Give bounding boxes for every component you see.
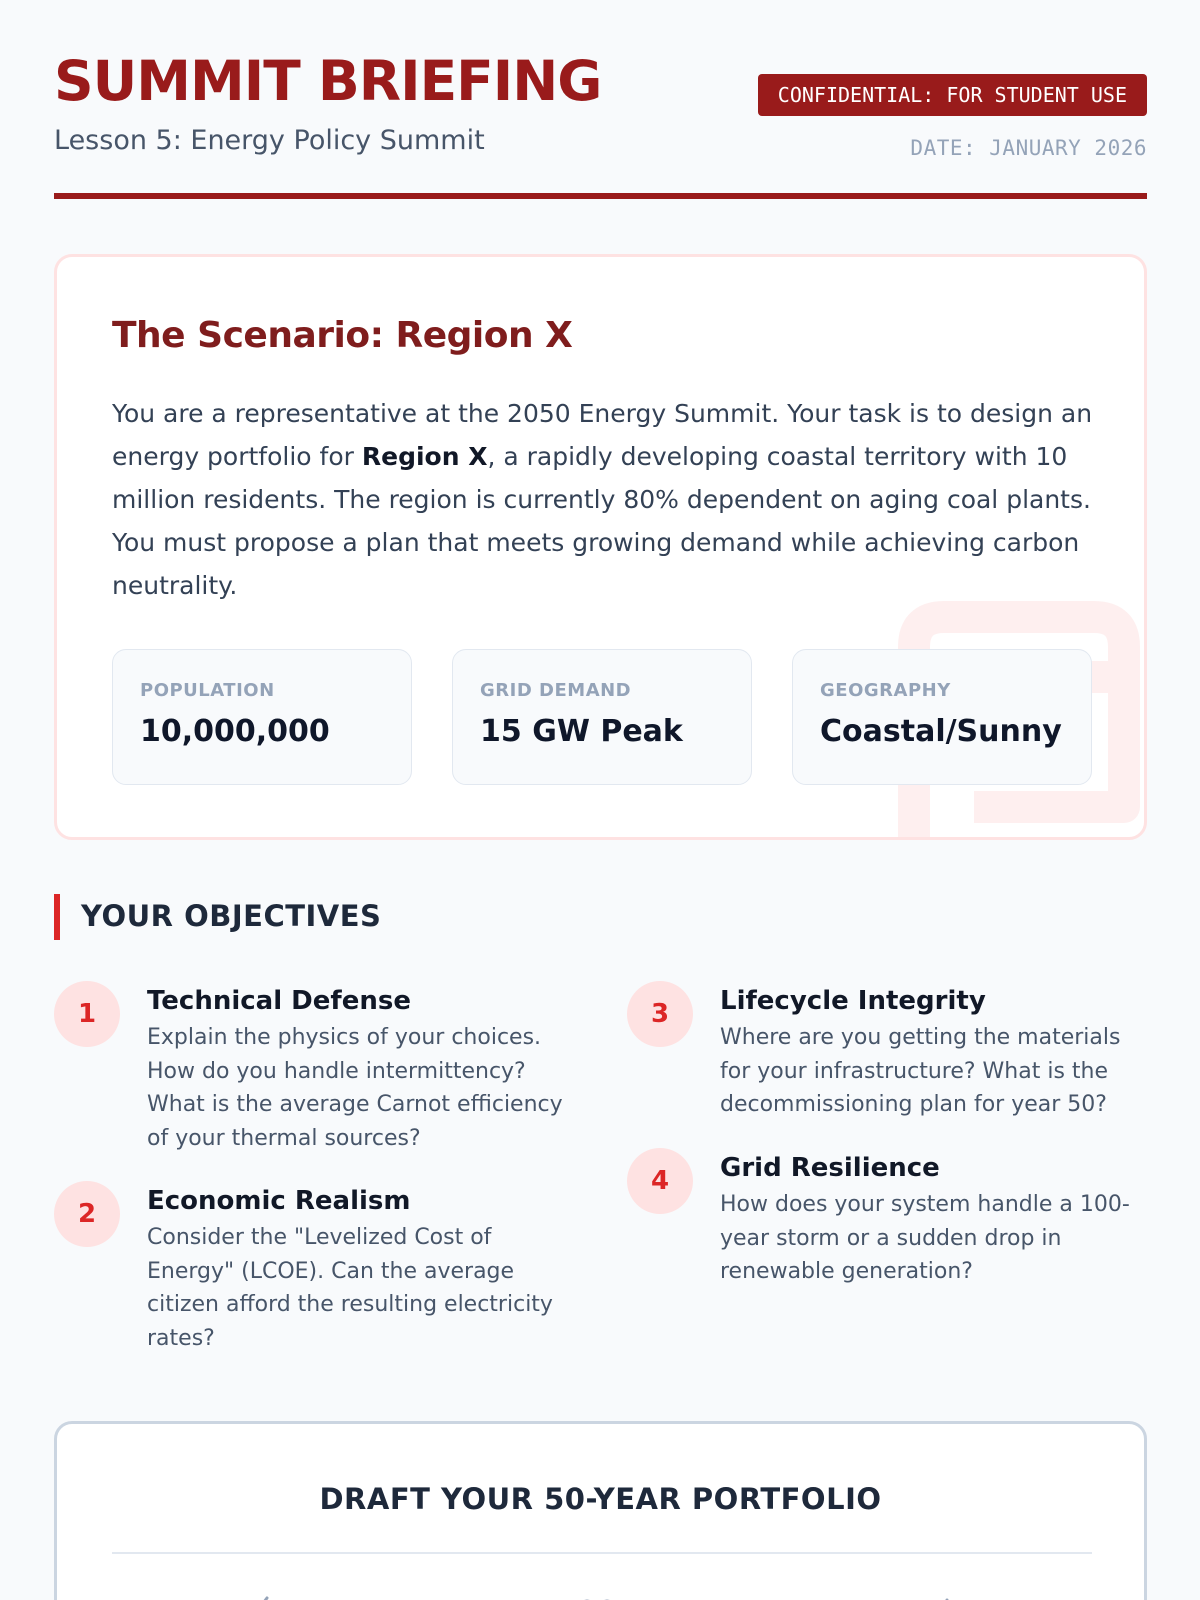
objective-description: Explain the physics of your choices. How do you handle intermittency? What is the average Carnot efficiency of your thermal sources? <box>147 1025 563 1151</box>
objective-title: Economic Realism <box>147 1186 411 1216</box>
briefing-page <box>54 0 1147 1516</box>
objective-number: 2 <box>54 1181 120 1247</box>
objective-description: Where are you getting the materials for your infrastructure? What is the decommissioning plan for year 50? <box>720 1025 1121 1117</box>
stat-card-grid-demand <box>452 649 752 785</box>
storage-icon <box>907 1584 967 1600</box>
portfolio-card <box>54 1421 1147 1600</box>
scenario-card <box>54 254 1147 840</box>
scenario-text-part: , a rapidly developing coastal territory with 10 million residents. The region is currently 80% dependent on aging coal plants. You must propose a plan that meets growing demand while achieving carbon neutrality. <box>112 442 1091 600</box>
objective-title: Grid Resilience <box>720 1153 940 1183</box>
stat-value: 10,000,000 <box>140 714 330 749</box>
scenario-title: The Scenario: Region X <box>112 315 573 356</box>
scenario-text-bold: Region X <box>361 442 488 471</box>
page-subtitle: Lesson 5: Energy Policy Summit <box>54 125 485 156</box>
stat-card-geography <box>792 649 1092 785</box>
objective-number: 3 <box>627 981 693 1047</box>
objective-number: 4 <box>627 1148 693 1214</box>
stat-label: GRID DEMAND <box>480 680 632 701</box>
confidential-badge: CONFIDENTIAL: FOR STUDENT USE <box>758 74 1147 116</box>
energy-icon <box>227 1584 287 1600</box>
scenario-text-part: You are a representative at the 2050 Energy Summit. Your task is to design an energy portfolio for <box>112 399 1093 471</box>
objective-description: Consider the "Levelized Cost of Energy" (LCOE). Can the average citizen afford the resulting electricity rates? <box>147 1225 553 1351</box>
header <box>54 0 1147 200</box>
scenario-text <box>112 392 1102 607</box>
objectives-title: YOUR OBJECTIVES <box>81 899 382 933</box>
stat-card-population <box>112 649 412 785</box>
stat-value: Coastal/Sunny <box>820 714 1062 749</box>
objective-title: Lifecycle Integrity <box>720 986 986 1016</box>
objective-number: 1 <box>54 981 120 1047</box>
portfolio-title: DRAFT YOUR 50-YEAR PORTFOLIO <box>319 1482 882 1516</box>
objective-title: Technical Defense <box>147 986 411 1016</box>
header-divider <box>54 193 1147 199</box>
stat-label: GEOGRAPHY <box>820 680 951 701</box>
stat-label: POPULATION <box>140 680 275 701</box>
portfolio-divider <box>112 1552 1092 1554</box>
objectives-accent-bar <box>54 894 60 940</box>
infinity-icon <box>567 1584 627 1600</box>
page-title: SUMMIT BRIEFING <box>54 49 602 113</box>
date-label: DATE: JANUARY 2026 <box>910 136 1147 160</box>
objective-description: How does your system handle a 100-year storm or a sudden drop in renewable generation? <box>720 1192 1130 1284</box>
stat-value: 15 GW Peak <box>480 714 683 749</box>
